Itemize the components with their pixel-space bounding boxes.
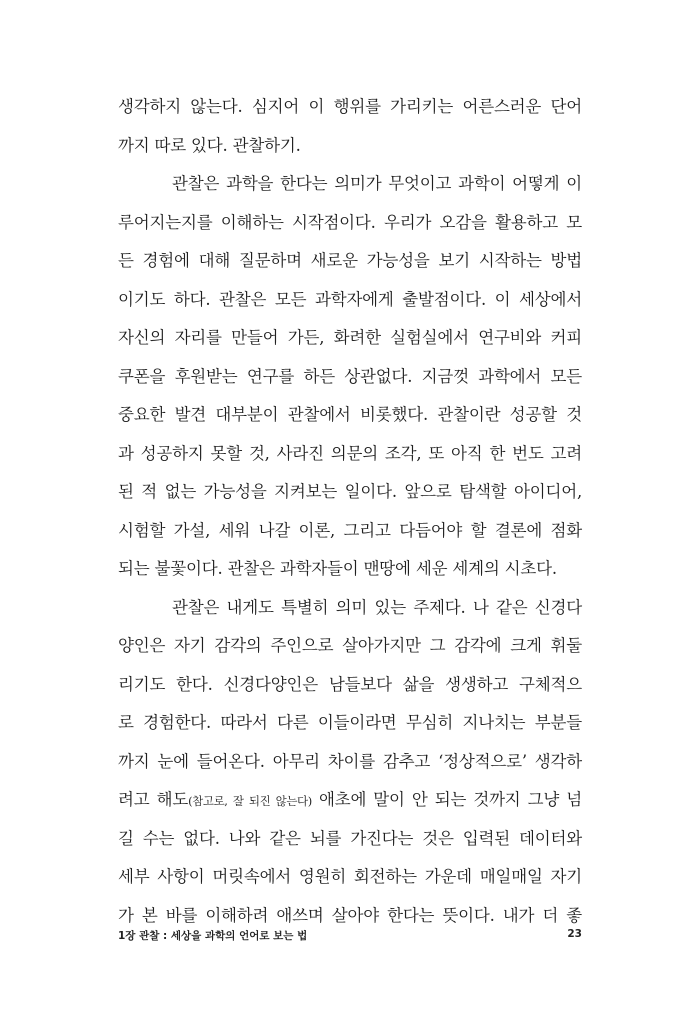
text-line: 리기도 한다. 신경다양인은 남들보다 삶을 생생하고 구체적으 — [118, 674, 582, 694]
text-line: 자신의 자리를 만들어 가든, 화려한 실험실에서 연구비와 커피 — [118, 328, 582, 347]
text-line: 양인은 자기 감각의 주인으로 살아가지만 그 감각에 크게 휘둘 — [118, 636, 582, 655]
text-line-with-note — [118, 781, 582, 820]
text-line: 이기도 하다. 관찰은 모든 과학자에게 출발점이다. 이 세상에서 — [118, 289, 582, 309]
text-segment: 려고 해도 — [118, 790, 189, 809]
body-text — [118, 88, 582, 935]
text-line: 까지 눈에 들어온다. 아무리 차이를 감추고 ‘정상적으로’ 생각하 — [118, 751, 582, 771]
text-line: 세부 사항이 머릿속에서 영원히 회전하는 가운데 매일매일 자기 — [118, 867, 582, 886]
text-line: 생각하지 않는다. 심지어 이 행위를 가리키는 어른스러운 단어 — [118, 97, 582, 116]
parenthetical-note: (참고로, 잘 되진 않는다) — [188, 794, 312, 808]
text-line: 든 경험에 대해 질문하며 새로운 가능성을 보기 시작하는 방법 — [118, 251, 582, 270]
text-line: 길 수는 없다. 나와 같은 뇌를 가진다는 것은 입력된 데이터와 — [118, 828, 582, 848]
text-line: 과 성공하지 못할 것, 사라진 의문의 조각, 또 아직 한 번도 고려 — [118, 443, 582, 463]
page-number: 23 — [567, 928, 582, 940]
paragraph-start-line: 관찰은 과학을 한다는 의미가 무엇이고 과학이 어떻게 이 — [172, 174, 582, 193]
text-line: 되는 불꽃이다. 관찰은 과학자들이 맨땅에 세운 세계의 시초다. — [118, 559, 557, 578]
text-line: 루어지는지를 이해하는 시작점이다. 우리가 오감을 활용하고 모 — [118, 212, 582, 232]
text-line: 쿠폰을 후원받는 연구를 하든 상관없다. 지금껏 과학에서 모든 — [118, 366, 582, 386]
text-line: 시험할 가설, 세워 나갈 이론, 그리고 다듬어야 할 결론에 점화 — [118, 520, 582, 540]
text-line: 로 경험한다. 따라서 다른 이들이라면 무심히 지나치는 부분들 — [118, 713, 582, 732]
chapter-title: 1장 관찰 : 세상을 과학의 언어로 보는 법 — [118, 930, 308, 942]
text-segment: 애초에 말이 안 되는 것까지 그냥 넘 — [311, 790, 582, 809]
text-line: 가 본 바를 이해하려 애쓰며 살아야 한다는 뜻이다. 내가 더 좋 — [118, 905, 582, 925]
page-footer — [118, 928, 582, 948]
paragraph-start-line: 관찰은 내게도 특별히 의미 있는 주제다. 나 같은 신경다 — [172, 597, 582, 617]
text-line: 중요한 발견 대부분이 관찰에서 비롯했다. 관찰이란 성공할 것 — [118, 405, 582, 424]
text-line: 까지 따로 있다. 관찰하기. — [118, 135, 301, 155]
text-line: 된 적 없는 가능성을 지켜보는 일이다. 앞으로 탐색할 아이디어, — [118, 482, 582, 501]
